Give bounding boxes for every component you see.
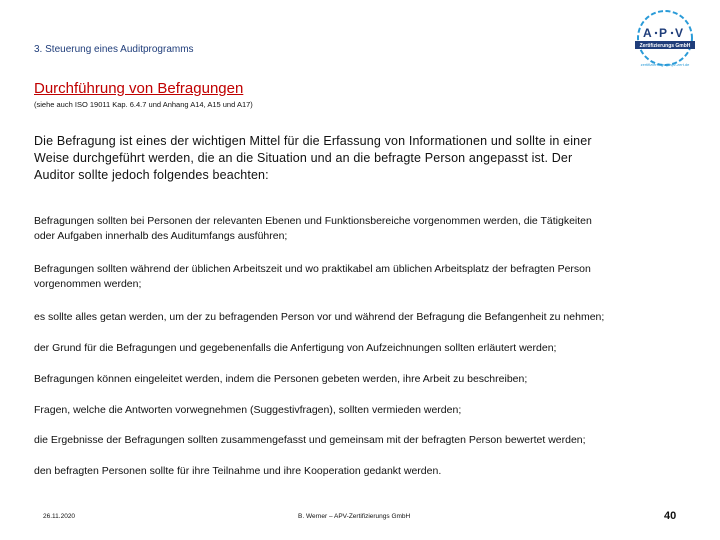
guideline-item bbox=[34, 262, 704, 292]
logo-dot bbox=[671, 32, 673, 34]
guideline-item bbox=[34, 433, 704, 448]
guideline-item bbox=[34, 214, 704, 244]
guideline-line: den befragten Personen sollte für ihre Teilnahme und ihre Kooperation gedankt werden. bbox=[34, 465, 442, 477]
intro-line: Weise durchgeführt werden, die an die Situation und an die befragte Person angepasst ist. Der bbox=[34, 151, 573, 165]
logo-letter-v: V bbox=[675, 26, 684, 40]
logo-dot bbox=[655, 32, 657, 34]
logo-tagline: zertifizierungs@apv-zert.de bbox=[640, 62, 690, 67]
guideline-item bbox=[34, 310, 704, 325]
footer-date: 26.11.2020 bbox=[43, 513, 76, 520]
guideline-item bbox=[34, 403, 704, 418]
guideline-line: Fragen, welche die Antworten vorwegnehmen (Suggestivfragen), sollten vermieden werden; bbox=[34, 404, 462, 416]
guideline-line: Befragungen können eingeleitet werden, indem die Personen gebeten werden, ihre Arbeit zu beschreiben; bbox=[34, 373, 528, 385]
guideline-line: es sollte alles getan werden, um der zu befragenden Person vor und während der Befragung die Befangenheit zu nehmen; bbox=[34, 311, 605, 323]
guideline-line: oder Aufgaben innerhalb des Auditumfangs ausführen; bbox=[34, 230, 288, 242]
intro-line: Auditor sollte jedoch folgendes beachten: bbox=[34, 168, 269, 182]
guideline-line: Befragungen sollten bei Personen der relevanten Ebenen und Funktionsbereiche vorgenommen werden, die Tätigkeiten bbox=[34, 215, 592, 227]
guideline-item bbox=[34, 341, 704, 356]
guideline-line: Befragungen sollten während der üblichen Arbeitszeit und wo praktikabel am üblichen Arbeitsplatz der befragten Person bbox=[34, 263, 591, 275]
section-title: 3. Steuerung eines Auditprogramms bbox=[34, 44, 194, 55]
guideline-line: die Ergebnisse der Befragungen sollten zusammengefasst und gemeinsam mit der befragten Person bewertet werden; bbox=[34, 434, 586, 446]
intro-line: Die Befragung ist eines der wichtigen Mittel für die Erfassung von Informationen und sollte in einer bbox=[34, 134, 592, 148]
slide-heading: Durchführung von Befragungen bbox=[34, 80, 244, 97]
guideline-item bbox=[34, 372, 704, 387]
guideline-item bbox=[34, 464, 704, 479]
footer-author: B. Werner – APV-Zertifizierungs GmbH bbox=[298, 513, 411, 520]
iso-reference-note: (siehe auch ISO 19011 Kap. 6.4.7 und Anhang A14, A15 und A17) bbox=[34, 100, 253, 109]
page-number: 40 bbox=[664, 510, 677, 522]
guideline-line: der Grund für die Befragungen und gegebenenfalls die Anfertigung von Aufzeichnungen sollten erläutert werden; bbox=[34, 342, 557, 354]
logo-letter-a: A bbox=[643, 26, 652, 40]
logo-letter-p: P bbox=[659, 26, 668, 40]
logo-company: Zertifizierungs GmbH bbox=[639, 43, 691, 49]
guideline-line: vorgenommen werden; bbox=[34, 278, 142, 290]
intro-paragraph bbox=[34, 133, 694, 184]
